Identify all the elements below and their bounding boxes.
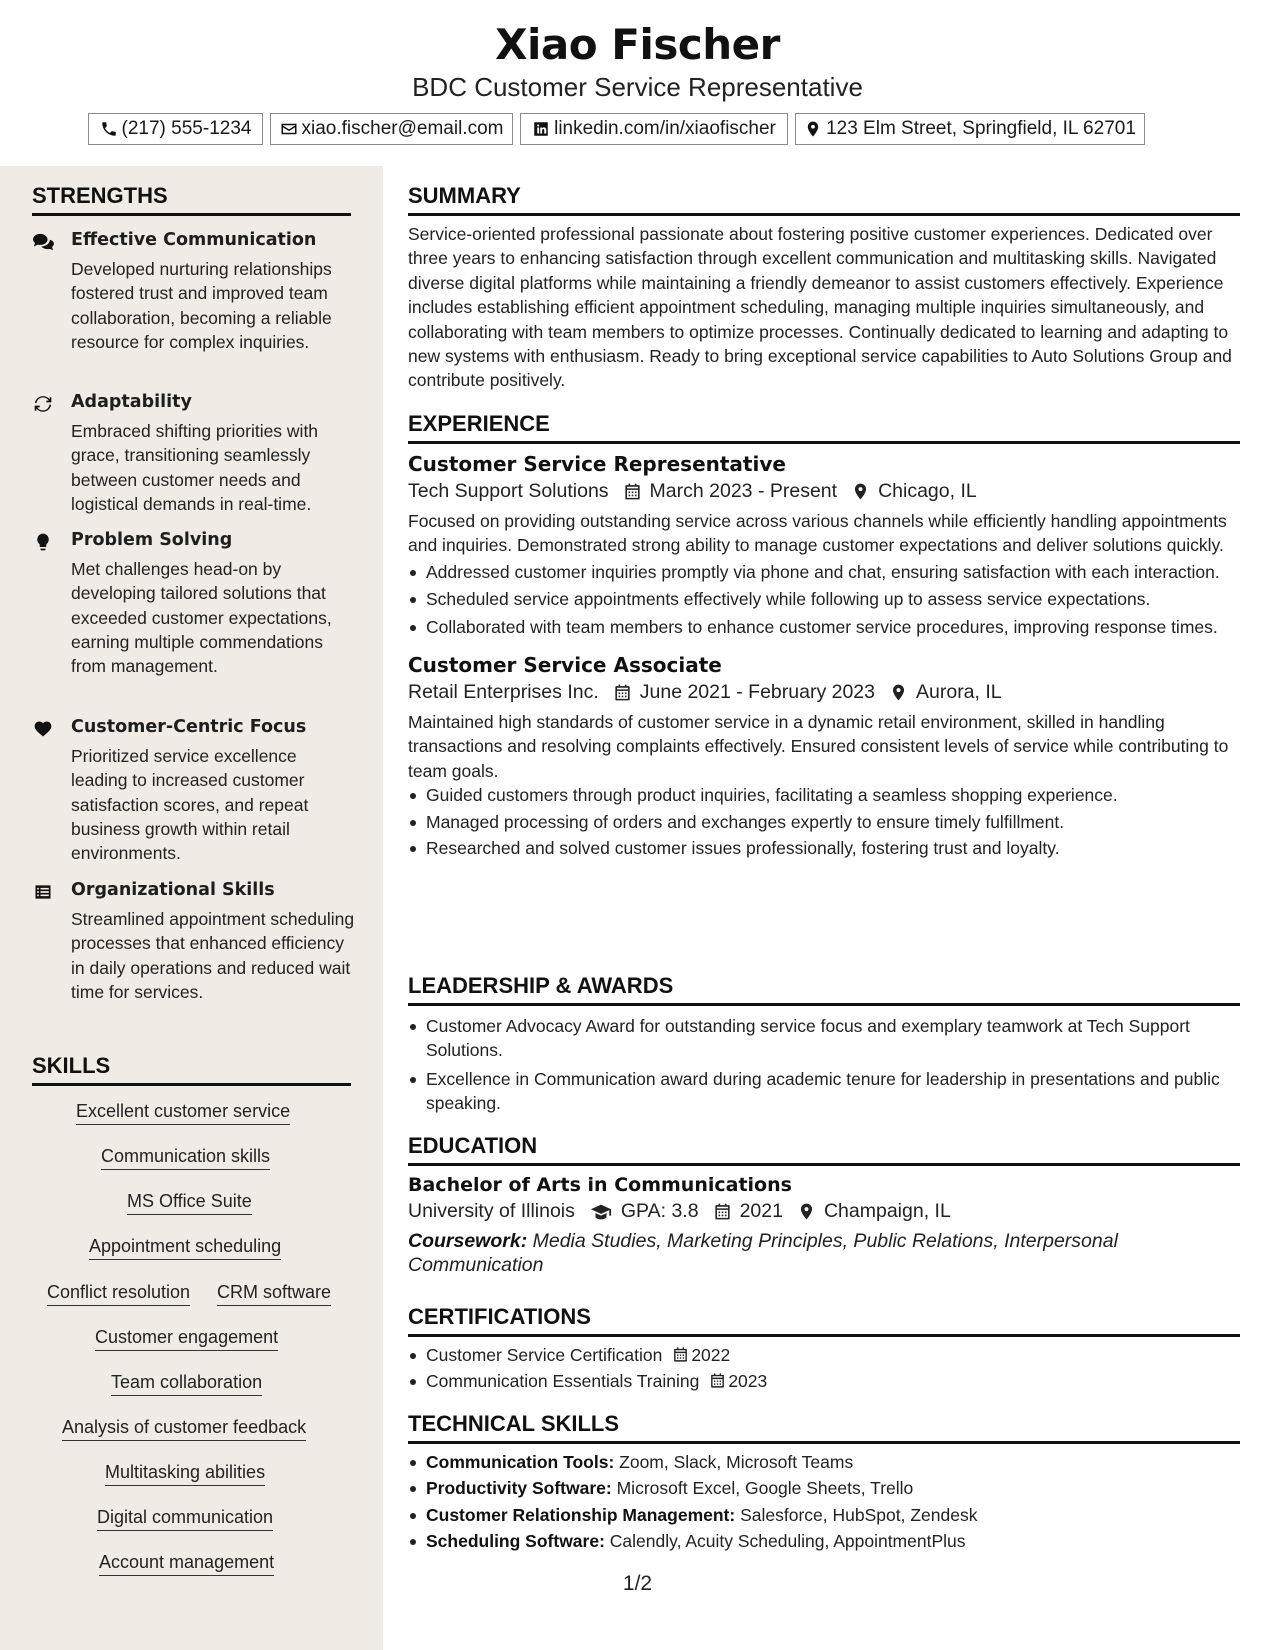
job-bullet: Researched and solved customer issues professionally, fostering trust and loyalty. — [408, 836, 1240, 860]
certification-name: Communication Essentials Training — [426, 1371, 700, 1392]
technical-skill-value: Microsoft Excel, Google Sheets, Trello — [616, 1478, 914, 1499]
strength-desc: Developed nurturing relationships fostered trust and improved team collaboration, becoming a reliable resource for complex inquiries. — [71, 259, 332, 352]
linkedin-icon — [532, 120, 550, 138]
strength-desc: Embraced shifting priorities with grace, transitioning seamlessly between customer needs and logistical demands in real-time. — [71, 421, 319, 514]
job-meta — [408, 681, 1240, 704]
phone-icon — [100, 120, 118, 138]
job-title: Customer Service Representative — [408, 452, 786, 476]
contact-linkedin-text: linkedin.com/in/xiaofischer — [554, 118, 776, 139]
experience-section — [408, 411, 1240, 860]
candidate-name: Xiao Fischer — [495, 20, 780, 69]
page-number: 1/2 — [622, 1572, 653, 1595]
contact-linkedin[interactable] — [520, 113, 788, 145]
contact-email[interactable] — [270, 113, 513, 145]
skill-tag: MS Office Suite — [127, 1191, 252, 1215]
strength-desc: Met challenges head-on by developing tailored solutions that exceeded customer expectations, earning multiple commendations from management. — [71, 559, 332, 677]
skill-tag: CRM software — [217, 1282, 331, 1306]
technical-skill-value: Salesforce, HubSpot, Zendesk — [740, 1504, 978, 1525]
resume-header — [0, 0, 1275, 166]
job-bullets — [408, 560, 1240, 639]
skill-tag: Excellent customer service — [76, 1101, 290, 1125]
job-title: Customer Service Associate — [408, 653, 722, 678]
location-icon — [797, 1202, 816, 1221]
technical-skill-item — [408, 1450, 1240, 1474]
calendar-icon — [623, 482, 642, 501]
gpa: GPA: 3.8 — [620, 1200, 699, 1222]
skill-tag: Conflict resolution — [47, 1282, 190, 1306]
certification-name: Customer Service Certification — [426, 1345, 663, 1365]
certifications-heading: CERTIFICATIONS — [408, 1304, 1240, 1337]
certifications-section — [408, 1304, 1240, 1394]
leadership-bullets — [408, 1014, 1240, 1116]
job-bullets — [408, 783, 1240, 860]
technical-skills-list — [408, 1450, 1240, 1554]
award-bullet: Customer Advocacy Award for outstanding service focus and exemplary teamwork at Tech Support Solutions. — [408, 1014, 1240, 1063]
skill-tag: Multitasking abilities — [105, 1462, 265, 1486]
skill-tag: Communication skills — [101, 1146, 270, 1170]
coursework — [408, 1229, 1240, 1277]
skill-tag: Team collaboration — [111, 1372, 262, 1396]
job-bullet: Guided customers through product inquiries, facilitating a seamless shopping experience. — [408, 783, 1240, 807]
summary-section — [408, 183, 1240, 393]
summary-text: Service-oriented professional passionate about fostering positive customer experiences. Dedicated over three years to enhancing satisfaction through excellent communication and multitasking skills. Navigated diverse digital platforms while maintaining a friendly demeanor to assist customers effectively. Experience includes establishing efficient appointment scheduling, managing multiple inquiries simultaneously, and collaborating with team members to optimize processes. Continually dedicated to learning and adapting to new systems with enthusiasm. Ready to bring exceptional service capabilities to Auto Solutions Group and contribute positively. — [408, 224, 1232, 391]
job-dates: March 2023 - Present — [649, 480, 838, 502]
technical-skill-label: Scheduling Software: — [426, 1531, 605, 1552]
experience-heading: EXPERIENCE — [408, 411, 1240, 444]
technical-skill-value: Calendly, Acuity Scheduling, AppointmentPlus — [609, 1531, 966, 1552]
calendar-icon — [613, 683, 632, 702]
job-company: Tech Support Solutions — [408, 480, 609, 502]
technical-skill-label: Communication Tools: — [426, 1452, 615, 1472]
job-bullet: Collaborated with team members to enhance customer service procedures, improving response times. — [408, 615, 1240, 639]
technical-skills-heading: TECHNICAL SKILLS — [408, 1411, 1240, 1444]
job-meta — [408, 480, 1240, 503]
list-icon — [32, 882, 54, 902]
degree: Bachelor of Arts in Communications — [408, 1174, 792, 1196]
location-icon — [889, 683, 908, 702]
leadership-heading: LEADERSHIP & AWARDS — [408, 973, 1240, 1006]
calendar-icon — [709, 1372, 726, 1389]
job-location: Aurora, IL — [916, 681, 1002, 704]
certification-year: 2022 — [691, 1345, 731, 1365]
certification-list — [408, 1343, 1240, 1394]
graduation-cap-icon — [589, 1201, 613, 1223]
email-icon — [280, 120, 298, 138]
lightbulb-icon — [32, 532, 54, 552]
strength-title: Customer-Centric Focus — [71, 717, 307, 737]
job-company: Retail Enterprises Inc. — [408, 681, 599, 704]
location-icon — [851, 482, 870, 501]
education-section — [408, 1133, 1240, 1277]
job-bullet: Managed processing of orders and exchanges expertly to ensure timely fulfillment. — [408, 810, 1240, 834]
certification-item — [408, 1369, 1240, 1393]
summary-heading: SUMMARY — [408, 183, 1240, 216]
skill-tag: Account management — [99, 1552, 274, 1576]
refresh-icon — [32, 394, 54, 414]
sidebar — [0, 166, 383, 1650]
school-location: Champaign, IL — [823, 1200, 951, 1222]
strength-title: Effective Communication — [71, 230, 317, 250]
strengths-heading: STRENGTHS — [32, 183, 351, 216]
strength-title: Problem Solving — [71, 530, 233, 550]
education-meta — [408, 1200, 1240, 1223]
heart-icon — [32, 719, 54, 739]
contact-phone-text: (217) 555-1234 — [121, 118, 252, 139]
location-icon — [804, 120, 822, 138]
job-entry — [408, 452, 1240, 639]
coursework-list: Media Studies, Marketing Principles, Public Relations, Interpersonal Communication — [408, 1230, 1118, 1276]
award-bullet: Excellence in Communication award during academic tenure for leadership in presentations and public speaking. — [408, 1067, 1240, 1116]
candidate-role: BDC Customer Service Representative — [412, 72, 863, 102]
technical-skill-item — [408, 1476, 1240, 1500]
strength-title: Organizational Skills — [71, 880, 275, 900]
leadership-section — [408, 973, 1240, 1116]
contact-address — [795, 113, 1145, 145]
calendar-icon — [672, 1346, 689, 1363]
skill-tag: Customer engagement — [95, 1327, 278, 1351]
skills-heading: SKILLS — [32, 1053, 351, 1086]
job-location: Chicago, IL — [878, 480, 977, 502]
job-dates: June 2021 - February 2023 — [639, 681, 875, 704]
graduation-year: 2021 — [739, 1200, 783, 1222]
skill-tag: Digital communication — [97, 1507, 273, 1531]
chat-bubbles-icon — [32, 232, 54, 252]
strength-desc: Prioritized service excellence leading to increased customer satisfaction scores, and repeat business growth within retail environments. — [71, 746, 309, 864]
job-bullet: Addressed customer inquiries promptly via phone and chat, ensuring satisfaction with each interaction. — [408, 560, 1240, 584]
skill-tag: Analysis of customer feedback — [62, 1417, 306, 1441]
contact-phone[interactable] — [88, 113, 263, 145]
job-description: Focused on providing outstanding service across various channels while efficiently handling appointments and inquiries. Demonstrated strong ability to manage customer expectations and deliver solutions quickly. — [408, 511, 1227, 556]
job-entry — [408, 653, 1240, 860]
technical-skills-section — [408, 1411, 1240, 1554]
certification-item — [408, 1343, 1240, 1367]
job-bullet: Scheduled service appointments effectively while following up to assess service expectations. — [408, 587, 1240, 611]
technical-skill-item — [408, 1529, 1240, 1553]
job-description: Maintained high standards of customer service in a dynamic retail environment, skilled in handling transactions and resolving complaints effectively. Ensured consistent levels of service while contributing to team goals. — [408, 712, 1229, 781]
education-heading: EDUCATION — [408, 1133, 1240, 1166]
strength-title: Adaptability — [71, 392, 192, 412]
technical-skill-item — [408, 1503, 1240, 1527]
technical-skill-value: Zoom, Slack, Microsoft Teams — [619, 1452, 854, 1472]
contact-email-text: xiao.fischer@email.com — [301, 118, 504, 139]
contact-address-text: 123 Elm Street, Springfield, IL 62701 — [826, 118, 1136, 139]
coursework-label: Coursework: — [408, 1230, 528, 1252]
technical-skill-label: Productivity Software: — [426, 1478, 612, 1499]
certification-year: 2023 — [728, 1371, 768, 1392]
calendar-icon — [713, 1202, 732, 1221]
strength-desc: Streamlined appointment scheduling processes that enhanced efficiency in daily operations and reduced wait time for services. — [71, 909, 355, 1002]
skill-tag: Appointment scheduling — [89, 1236, 281, 1260]
technical-skill-label: Customer Relationship Management: — [426, 1504, 736, 1525]
contact-bar — [88, 113, 1145, 145]
school-name: University of Illinois — [408, 1200, 575, 1222]
